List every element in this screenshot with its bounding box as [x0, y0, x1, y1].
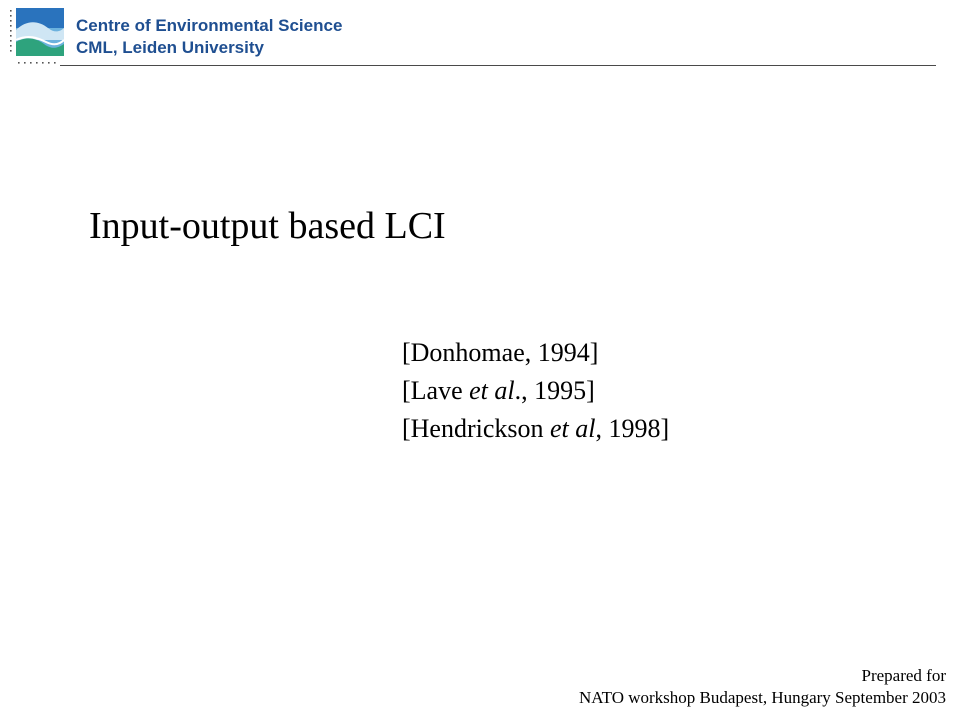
header-line-centre: Centre of Environmental Science	[76, 16, 343, 35]
cml-logo	[8, 6, 68, 66]
footer-event: NATO workshop Budapest, Hungary September 2003	[578, 688, 946, 707]
reference-list	[402, 334, 669, 448]
header-organization	[76, 15, 342, 59]
footer-prepared-for: Prepared for	[861, 666, 946, 685]
header-line-cml: CML, Leiden University	[76, 38, 264, 57]
reference-item: [Donhomae, 1994]	[402, 338, 599, 367]
reference-item: [Hendrickson et al, 1998]	[402, 414, 670, 443]
footer-note	[579, 665, 946, 709]
slide-title: Input-output based LCI	[89, 205, 446, 247]
reference-item: [Lave et al., 1995]	[402, 376, 595, 405]
header-divider	[60, 65, 936, 66]
